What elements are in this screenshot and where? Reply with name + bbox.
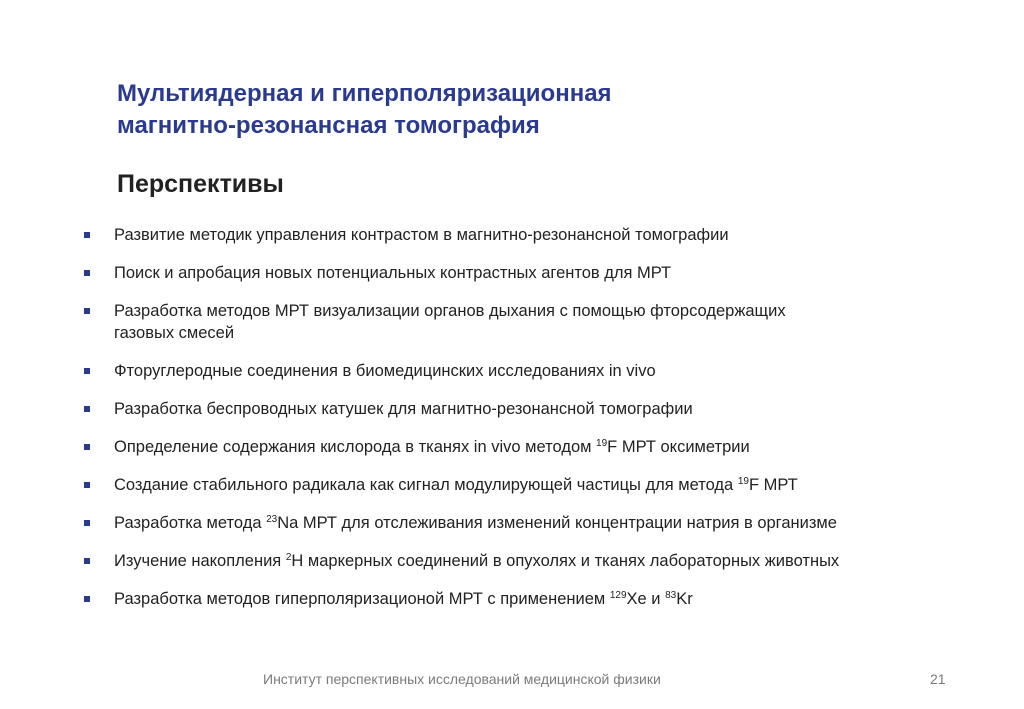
slide-title [117,78,957,142]
bullet-item [82,398,982,436]
bullet-item [82,512,982,550]
bullet-text: Определение содержания кислорода в тканях in vivo методом [114,438,597,456]
bullet-item [82,300,982,360]
bullet-item [82,550,982,588]
bullet-text: Фторуглеродные соединения в биомедицинских исследованиях in vivo [114,362,656,380]
footer-institute: Институт перспективных исследований медицинской физики [263,671,661,687]
bullet-text-tail: F МРТ [748,476,798,494]
slide-title-line-2: магнитно-резонансная томография [117,112,540,139]
square-bullet-icon [84,596,90,602]
bullet-text-middle: Xe и [626,590,666,608]
bullet-item [82,224,982,262]
bullet-item [82,588,982,626]
slide-title-line-1: Мультиядерная и гиперполяризационная [117,80,612,107]
square-bullet-icon [84,406,90,412]
bullet-text: Развитие методик управления контрастом в магнитно-резонансной томографии [114,226,729,244]
square-bullet-icon [84,444,90,450]
bullet-text-tail: Na МРТ для отслеживания изменений концентрации натрия в организме [277,514,837,532]
bullet-text: Разработка беспроводных катушек для магнитно-резонансной томографии [114,400,693,418]
bullet-text: Изучение накопления [114,552,286,570]
square-bullet-icon [84,232,90,238]
bullet-item [82,436,982,474]
isotope-superscript: 19 [596,438,608,449]
bullet-list [82,224,982,626]
isotope-superscript: 19 [737,476,749,487]
square-bullet-icon [84,482,90,488]
bullet-text: Разработка метода [114,514,267,532]
square-bullet-icon [84,368,90,374]
bullet-text-tail: Kr [676,590,693,608]
bullet-text: Поиск и апробация новых потенциальных контрастных агентов для МРТ [114,264,672,282]
bullet-text: Создание стабильного радикала как сигнал модулирующей частицы для метода [114,476,738,494]
bullet-text: Разработка методов гиперполяризационой МРТ с применением [114,590,610,608]
isotope-superscript: 23 [266,514,278,525]
bullet-text-line-1: Разработка методов МРТ визуализации органов дыхания с помощью фторсодержащих [114,302,786,320]
isotope-superscript: 2 [285,552,292,563]
bullet-text-line-2: газовых смесей [114,324,235,342]
square-bullet-icon [84,520,90,526]
isotope-superscript: 129 [609,590,627,601]
bullet-text-tail: H маркерных соединений в опухолях и тканях лабораторных животных [291,552,840,570]
square-bullet-icon [84,270,90,276]
bullet-item [82,360,982,398]
page-number: 21 [930,671,946,687]
isotope-superscript: 83 [665,590,677,601]
slide-subtitle: Перспективы [117,170,284,198]
bullet-text-tail: F МРТ оксиметрии [607,438,750,456]
square-bullet-icon [84,308,90,314]
bullet-item [82,474,982,512]
square-bullet-icon [84,558,90,564]
bullet-item [82,262,982,300]
